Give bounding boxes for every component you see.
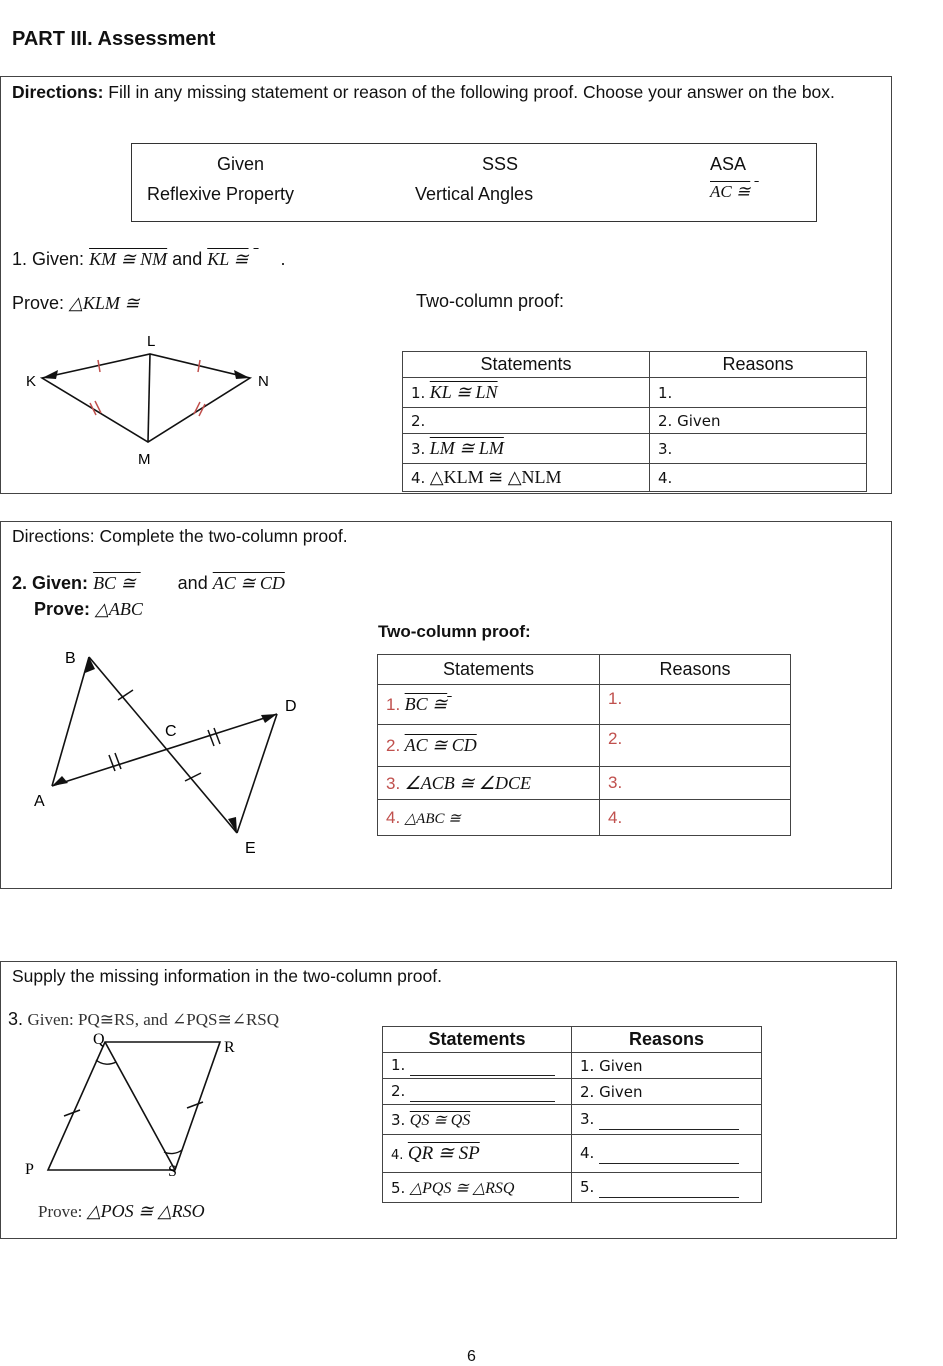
table-row[interactable]: 4. △ABC ≅ <box>378 800 600 836</box>
diagram-triangles-abc-dce <box>25 645 305 860</box>
header-reasons: Reasons <box>650 352 867 378</box>
label-b: B <box>65 650 76 667</box>
problem2-prove: Prove: △ABC <box>34 599 143 619</box>
table-row[interactable]: 2. <box>403 408 650 434</box>
choice-reflexive: Reflexive Property <box>147 184 295 204</box>
reason-cell[interactable]: 5. <box>572 1173 762 1203</box>
label-e: E <box>245 840 256 857</box>
header-reasons: Reasons <box>600 655 791 685</box>
table-row: 3. QS ≅ QS <box>383 1105 572 1135</box>
reason-cell: 1. Given <box>572 1053 762 1079</box>
reason-cell[interactable]: 2. <box>600 725 791 767</box>
label-p: P <box>25 1161 34 1178</box>
directions-text: Fill in any missing statement or reason of the following proof. Choose your answer on the box. <box>103 82 835 102</box>
label-l: L <box>147 333 156 350</box>
header-reasons: Reasons <box>572 1027 762 1053</box>
section2-directions: Directions: Complete the two-column proof. <box>12 526 348 546</box>
diagram-kite-klmn <box>20 330 280 470</box>
label-d: D <box>285 698 297 715</box>
label-r: R <box>224 1039 235 1056</box>
label-m: M <box>138 451 151 468</box>
answer-choice-box <box>131 143 817 222</box>
table-row[interactable]: 1. BC ≅ <box>378 685 600 725</box>
directions-label: Directions: <box>12 82 104 102</box>
table-row[interactable]: 1. <box>383 1053 572 1079</box>
proof-table-2 <box>377 654 791 836</box>
section3-directions: Supply the missing information in the two-column proof. <box>12 966 442 986</box>
choice-vertical: Vertical Angles <box>415 184 534 204</box>
problem1-two-column-label: Two-column proof: <box>416 291 565 311</box>
label-s: S <box>168 1163 177 1180</box>
part-title: PART III. Assessment <box>12 28 216 50</box>
table-row: 1. KL ≅ LN <box>403 378 650 408</box>
label-q: Q <box>93 1031 105 1048</box>
table-row: 3. ∠ACB ≅ ∠DCE <box>378 767 600 800</box>
reason-cell: 2. Given <box>650 408 867 434</box>
proof-table-1 <box>402 351 867 492</box>
reason-cell[interactable]: 3. <box>572 1105 762 1135</box>
problem1-prove: Prove: △KLM ≅ <box>12 293 140 313</box>
label-a: A <box>34 793 45 810</box>
choice-given: Given <box>217 154 265 174</box>
choice-ac-congruent: AC ≅ <box>710 182 751 201</box>
header-statements: Statements <box>383 1027 572 1053</box>
choice-asa: ASA <box>710 154 747 174</box>
reason-cell[interactable]: 4. <box>572 1135 762 1173</box>
reason-cell[interactable]: 3. <box>650 434 867 464</box>
table-row: 3. LM ≅ LM <box>403 434 650 464</box>
problem3-given: 3. Given: PQ≅RS, and ∠PQS≅∠RSQ <box>8 1009 280 1029</box>
given-km-nm: KM ≅ NM <box>89 249 168 269</box>
section1-directions <box>12 80 887 104</box>
page-number: 6 <box>467 1348 476 1365</box>
reason-cell: 2. Given <box>572 1079 762 1105</box>
label-n: N <box>258 373 269 390</box>
diagram-parallelogram-pqrs <box>20 1030 245 1185</box>
problem3-prove: Prove: △POS ≅ △RSO <box>38 1201 205 1221</box>
reason-cell: 1. <box>650 378 867 408</box>
table-row[interactable]: 2. <box>383 1079 572 1105</box>
problem2-two-column-label: Two-column proof: <box>378 622 531 641</box>
choice-sss: SSS <box>482 154 519 174</box>
problem1-given: 1. Given: KM ≅ NM and KL ≅ . <box>12 249 286 269</box>
reason-cell[interactable]: 4. <box>650 464 867 492</box>
table-row: 2. AC ≅ CD <box>378 725 600 767</box>
label-k: K <box>26 373 37 390</box>
table-row: 5. △PQS ≅ △RSQ <box>383 1173 572 1203</box>
proof-table-3 <box>382 1026 762 1203</box>
table-row: 4. QR ≅ SP <box>383 1135 572 1173</box>
reason-cell[interactable]: 3. <box>600 767 791 800</box>
reason-cell[interactable]: 1. <box>600 685 791 725</box>
given-kl: KL ≅ <box>207 249 249 269</box>
problem2-given: 2. Given: BC ≅ and AC ≅ CD <box>12 573 285 593</box>
label-c: C <box>165 723 177 740</box>
reason-cell[interactable]: 4. <box>600 800 791 836</box>
header-statements: Statements <box>378 655 600 685</box>
header-statements: Statements <box>403 352 650 378</box>
table-row: 4. △KLM ≅ △NLM <box>403 464 650 492</box>
